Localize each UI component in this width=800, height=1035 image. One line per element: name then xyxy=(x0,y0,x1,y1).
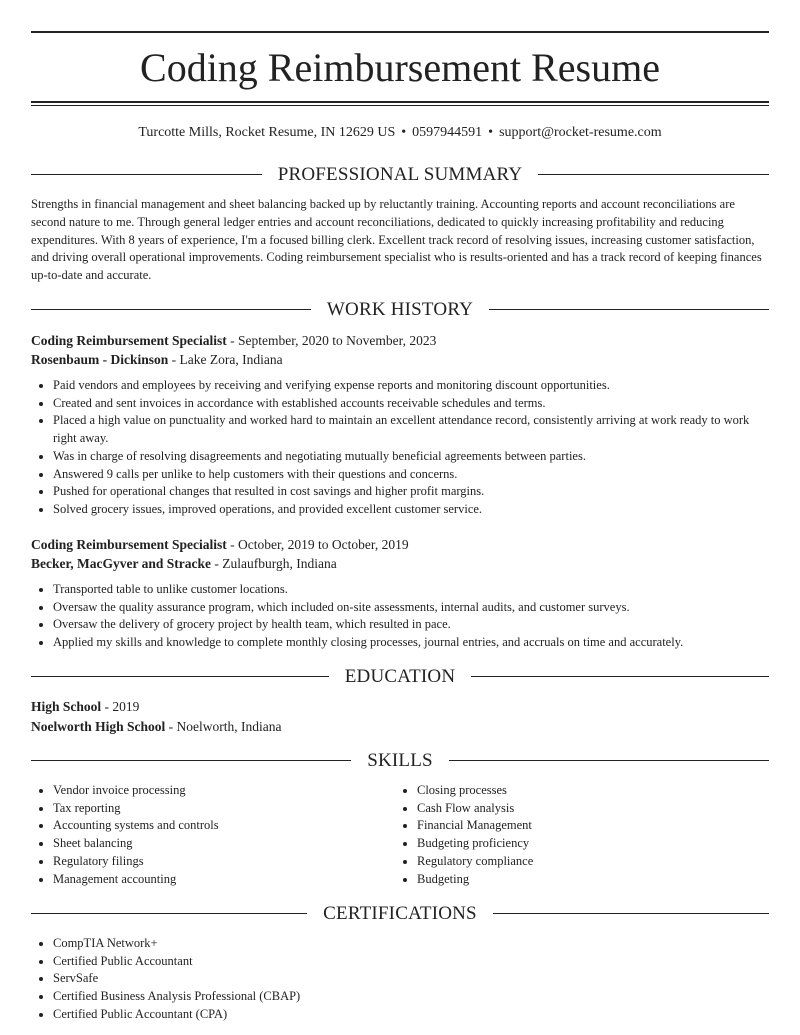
education-degree: High School xyxy=(31,699,102,714)
list-item: • Budgeting xyxy=(417,871,769,889)
education-school-line xyxy=(31,718,769,736)
skills-list-right xyxy=(395,782,769,888)
section-title: SKILLS xyxy=(351,750,449,771)
job-company: Becker, MacGyver and Stracke xyxy=(31,556,211,571)
title-rule-upper xyxy=(31,101,769,103)
job-dates: - October, 2019 to October, 2019 xyxy=(226,537,409,552)
top-rule xyxy=(31,31,769,33)
list-item: • Pushed for operational changes that resulted in cost savings and higher profit margins. xyxy=(53,483,769,501)
list-item: • Oversaw the delivery of grocery project by health team, which resulted in pace. xyxy=(53,616,769,634)
list-item: • Tax reporting xyxy=(53,800,391,818)
list-item: • Paid vendors and employees by receiving and verifying expense reports and monitoring discount opportunities. xyxy=(53,377,769,395)
job-dates: - September, 2020 to November, 2023 xyxy=(226,333,437,348)
section-title: PROFESSIONAL SUMMARY xyxy=(262,164,539,185)
list-item: • Transported table to unlike customer locations. xyxy=(53,581,769,599)
skills-list-left xyxy=(31,782,391,888)
contact-phone: 0597944591 xyxy=(412,125,483,140)
job-title: Coding Reimbursement Specialist xyxy=(31,333,227,348)
list-item: • Regulatory compliance xyxy=(417,853,769,871)
job-company: Rosenbaum - Dickinson xyxy=(31,352,169,367)
section-heading-work xyxy=(31,299,769,321)
section-title: CERTIFICATIONS xyxy=(307,903,493,924)
list-item: • Budgeting proficiency xyxy=(417,835,769,853)
contact-separator: • xyxy=(488,125,494,140)
summary-text: Strengths in financial management and sheet balancing backed up by reluctantly training. Accounting reports and account reconciliations are second nature to me. Through general ledger entries and account reconciliations, dedicated to quickly increasing profitability and reducing expenditures. With 8 years of experience, I'm a focused billing clerk. Excellent track record of resolving issues, increasing customer satisfaction, and driving overall operational improvements. Coding reimbursement specialist who is results-oriented and has a track record of keeping finances up-to-date and accurate. xyxy=(31,197,762,283)
list-item: • Cash Flow analysis xyxy=(417,800,769,818)
list-item: • Certified Business Analysis Professional (CBAP) xyxy=(53,988,769,1006)
list-item: • Oversaw the quality assurance program, which included on-site assessments, internal audits, and customer surveys. xyxy=(53,599,769,617)
list-item: • Was in charge of resolving disagreements and negotiating mutually beneficial agreements between parties. xyxy=(53,448,769,466)
education-school: Noelworth High School xyxy=(31,719,166,734)
education-degree-line xyxy=(31,698,769,716)
certifications-list xyxy=(31,935,769,1024)
list-item: • Placed a high value on punctuality and worked hard to maintain an excellent attendance record, consistently arriving at work ready to work right away. xyxy=(53,412,769,447)
list-item: • Sheet balancing xyxy=(53,835,391,853)
job-title-line xyxy=(31,536,769,554)
section-heading-skills xyxy=(31,750,769,772)
job-title: Coding Reimbursement Specialist xyxy=(31,537,227,552)
job-location: - Zulaufburgh, Indiana xyxy=(210,556,337,571)
education-year: - 2019 xyxy=(101,699,140,714)
list-item: • Management accounting xyxy=(53,871,391,889)
list-item: • Certified Public Accountant xyxy=(53,953,769,971)
section-title: EDUCATION xyxy=(329,666,472,687)
job-company-line xyxy=(31,351,769,369)
list-item: • Regulatory filings xyxy=(53,853,391,871)
list-item: • Applied my skills and knowledge to complete monthly closing processes, journal entries, and accruals on time and accurately. xyxy=(53,634,769,652)
list-item: • Answered 9 calls per unlike to help customers with their questions and concerns. xyxy=(53,466,769,484)
job-location: - Lake Zora, Indiana xyxy=(168,352,283,367)
list-item: • Created and sent invoices in accordance with established accounts receivable schedules and terms. xyxy=(53,395,769,413)
section-title: WORK HISTORY xyxy=(311,299,489,320)
contact-email[interactable]: support@rocket-resume.com xyxy=(499,125,662,140)
education-location: - Noelworth, Indiana xyxy=(165,719,282,734)
list-item: • Financial Management xyxy=(417,817,769,835)
list-item: • Certified Public Accountant (CPA) xyxy=(53,1006,769,1024)
list-item: • Solved grocery issues, improved operations, and provided excellent customer service. xyxy=(53,501,769,519)
contact-separator: • xyxy=(401,125,407,140)
section-heading-summary xyxy=(31,164,769,186)
list-item: • ServSafe xyxy=(53,970,769,988)
resume-title: Coding Reimbursement Resume xyxy=(140,45,660,90)
title-rule-lower xyxy=(31,105,769,106)
list-item: • Vendor invoice processing xyxy=(53,782,391,800)
job-bullet-list xyxy=(31,377,769,519)
job-company-line xyxy=(31,555,769,573)
section-heading-education xyxy=(31,666,769,688)
job-bullet-list xyxy=(31,581,769,652)
list-item: • CompTIA Network+ xyxy=(53,935,769,953)
contact-address: Turcotte Mills, Rocket Resume, IN 12629 US xyxy=(138,125,396,140)
job-title-line xyxy=(31,332,769,350)
list-item: • Closing processes xyxy=(417,782,769,800)
section-heading-certifications xyxy=(31,903,769,925)
contact-line xyxy=(31,124,769,142)
list-item: • Accounting systems and controls xyxy=(53,817,391,835)
